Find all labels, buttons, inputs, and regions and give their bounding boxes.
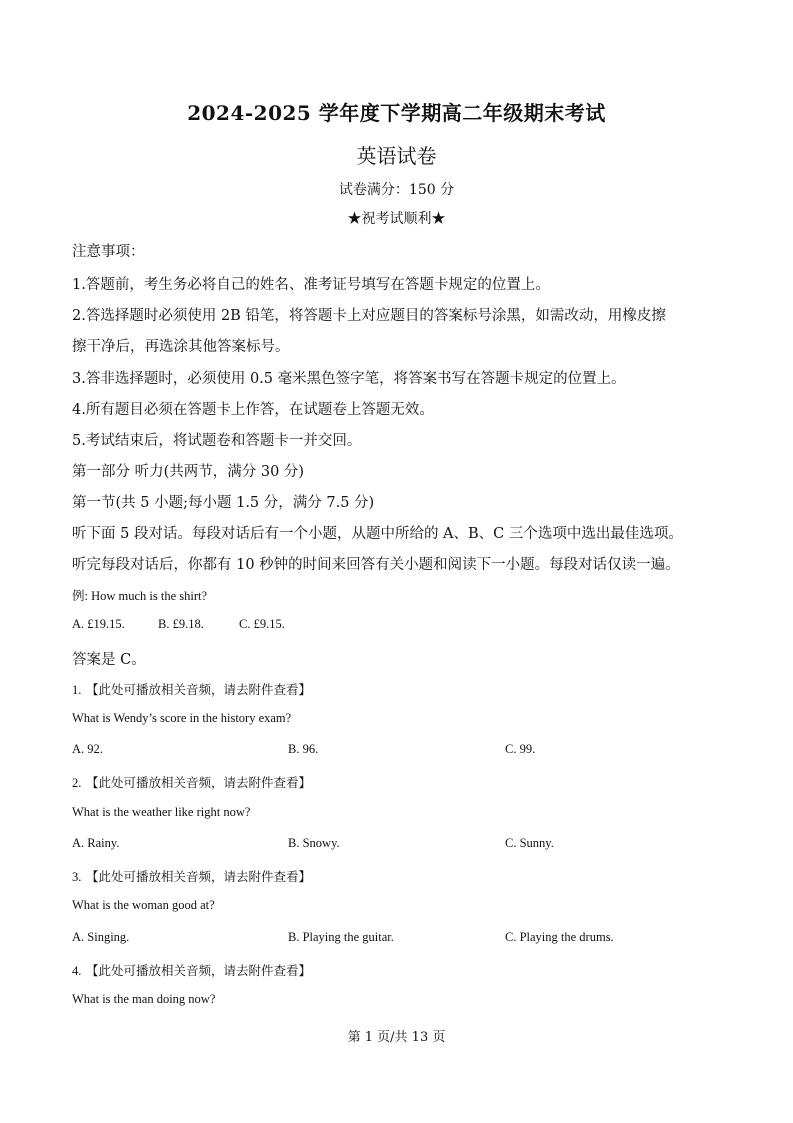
example-option-a: A. £19.15. — [72, 617, 125, 631]
good-luck-line: ★祝考试顺利★ — [347, 211, 446, 227]
question-number: 1. — [72, 683, 82, 697]
full-score: 试卷满分：150 分 — [338, 182, 455, 198]
question-2-option-c: C. Sunny. — [505, 836, 554, 850]
question-3-option-b: B. Playing the guitar. — [288, 930, 394, 944]
note-item: 2.答选择题时必须使用 2B 铅笔，将答题卡上对应题目的答案标号涂黑，如需改动，用橡皮擦 — [72, 308, 666, 324]
question-1-option-b: B. 96. — [288, 742, 319, 756]
part-title: 第一部分 听力(共两节，满分 30 分) — [72, 464, 305, 480]
question-3-audio — [72, 867, 311, 885]
question-4-text: What is the man doing now? — [72, 992, 216, 1006]
instruction-line: 听下面 5 段对话。每段对话后有一个小题，从题中所给的 A、B、C 三个选项中选出最佳选项。 — [72, 526, 683, 542]
question-2-audio — [72, 773, 311, 791]
audio-placeholder: 【此处可播放相关音频，请去附件查看】 — [85, 775, 311, 790]
question-4-audio — [72, 961, 311, 979]
question-2-option-a: A. Rainy. — [72, 836, 120, 850]
example-option-b: B. £9.18. — [158, 617, 204, 631]
audio-placeholder: 【此处可播放相关音频，请去附件查看】 — [85, 682, 311, 697]
question-2-text: What is the weather like right now? — [72, 805, 251, 819]
example-question: 例: How much is the shirt? — [72, 589, 208, 603]
notes-heading: 注意事项： — [72, 244, 145, 260]
note-item: 1.答题前，考生务必将自己的姓名、准考证号填写在答题卡规定的位置上。 — [72, 277, 550, 293]
page-subtitle: 英语试卷 — [356, 144, 437, 168]
question-3-text: What is the woman good at? — [72, 898, 215, 912]
note-item: 3.答非选择题时，必须使用 0.5 毫米黑色签字笔，将答案书写在答题卡规定的位置上。 — [72, 371, 626, 387]
note-item: 4.所有题目必须在答题卡上作答，在试题卷上答题无效。 — [72, 402, 434, 418]
question-1-option-a: A. 92. — [72, 742, 103, 756]
section-title: 第一节(共 5 小题;每小题 1.5 分，满分 7.5 分) — [72, 495, 375, 511]
question-number: 2. — [72, 776, 82, 790]
audio-placeholder: 【此处可播放相关音频，请去附件查看】 — [85, 869, 311, 884]
example-answer: 答案是 C。 — [72, 652, 146, 668]
question-1-text: What is Wendy’s score in the history exam? — [72, 711, 292, 725]
question-1-audio — [72, 680, 311, 698]
question-number: 3. — [72, 870, 82, 884]
note-item-continued: 擦干净后，再选涂其他答案标号。 — [72, 339, 290, 355]
question-3-option-c: C. Playing the drums. — [505, 930, 614, 944]
example-option-c: C. £9.15. — [239, 617, 285, 631]
audio-placeholder: 【此处可播放相关音频，请去附件查看】 — [85, 963, 311, 978]
page-number: 第 1 页/共 13 页 — [347, 1030, 446, 1045]
note-item: 5.考试结束后，将试题卷和答题卡一并交回。 — [72, 433, 362, 449]
question-3-option-a: A. Singing. — [72, 930, 130, 944]
question-1-option-c: C. 99. — [505, 742, 536, 756]
question-2-option-b: B. Snowy. — [288, 836, 340, 850]
question-number: 4. — [72, 964, 82, 978]
instruction-line: 听完每段对话后，你都有 10 秒钟的时间来回答有关小题和阅读下一小题。每段对话仅读一遍。 — [72, 557, 680, 573]
page-title: 2024-2025 学年度下学期高二年级期末考试 — [187, 101, 606, 125]
